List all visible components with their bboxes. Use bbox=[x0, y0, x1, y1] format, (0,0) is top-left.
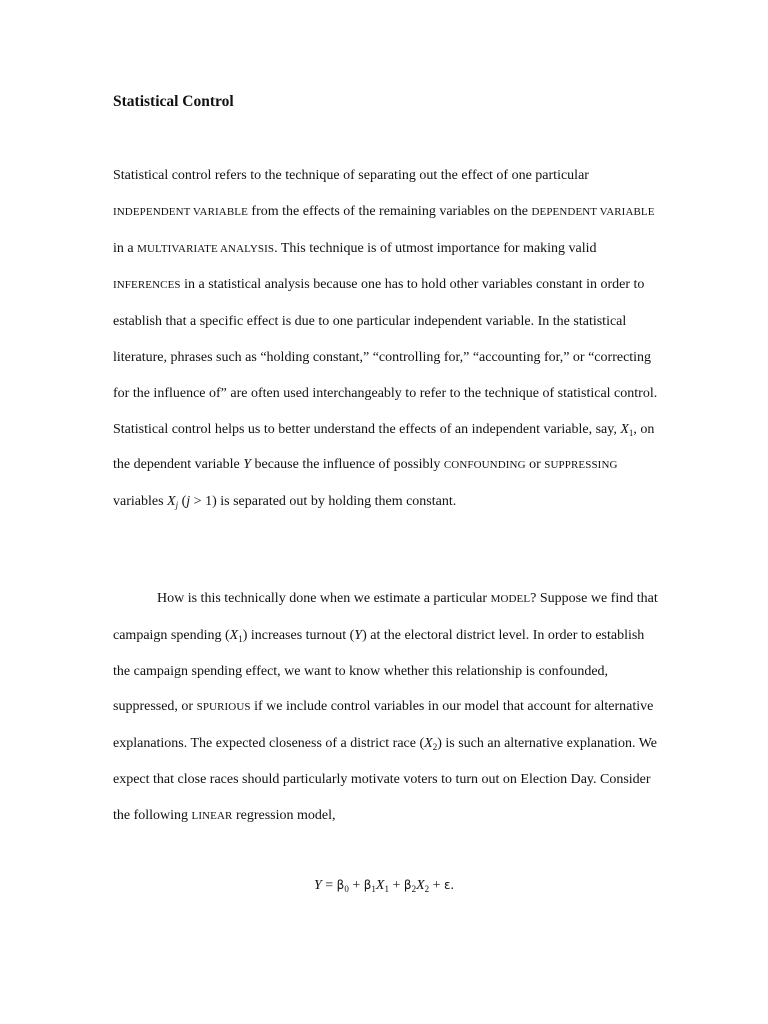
text-run: or bbox=[525, 457, 545, 473]
subscript: 1 bbox=[628, 427, 634, 438]
plus-sign: + bbox=[429, 878, 445, 893]
text-run: ) at the electoral district level. In order to establish the campaign spending effect, we want to know whether this relationship is confounded, suppressed, or bbox=[113, 627, 645, 715]
text-run: Statistical control refers to the technique of separating out the effect of one particular bbox=[113, 168, 589, 183]
epsilon-symbol: ε bbox=[444, 878, 451, 892]
plus-sign: + bbox=[348, 878, 364, 893]
term-independent-variable: INDEPENDENT VARIABLE bbox=[113, 205, 248, 218]
text-run: ) is such an alternative explanation. We expect that close races should particularly motivate voters to turn out on Election Day. Consider the following bbox=[113, 736, 658, 823]
variable-j: j bbox=[186, 494, 191, 510]
text-run: variables bbox=[113, 494, 168, 510]
text-run: ) increases turnout ( bbox=[242, 627, 355, 643]
text-run: because the influence of possibly bbox=[251, 457, 444, 473]
text-run: ( bbox=[178, 494, 187, 510]
term-suppressing: SUPPRESSING bbox=[544, 459, 618, 472]
beta-symbol: β bbox=[363, 878, 372, 892]
plus-sign: + bbox=[388, 878, 404, 893]
term-confounding: CONFOUNDING bbox=[443, 459, 526, 472]
regression-equation bbox=[0, 868, 768, 904]
subscript: 1 bbox=[371, 884, 376, 894]
text-run: from the effects of the remaining variables on the bbox=[247, 203, 532, 219]
subscript: 2 bbox=[432, 742, 438, 753]
beta-symbol: β bbox=[403, 878, 412, 892]
term-multivariate-analysis: MULTIVARIATE ANALYSIS bbox=[137, 242, 275, 255]
text-run: if we include control variables in our model that account for alternative explanations. The expected closeness of a district race ( bbox=[113, 699, 654, 752]
subscript: 2 bbox=[411, 884, 417, 894]
variable-y: Y bbox=[313, 878, 322, 893]
paragraph-2 bbox=[113, 581, 658, 835]
variable-y: Y bbox=[243, 457, 252, 473]
beta-symbol: β bbox=[336, 878, 345, 892]
variable-x: X bbox=[620, 421, 629, 437]
text-run: regression model, bbox=[232, 807, 336, 823]
variable-x: X bbox=[375, 878, 385, 893]
term-spurious: SPURIOUS bbox=[196, 701, 251, 714]
term-dependent-variable: DEPENDENT VARIABLE bbox=[531, 205, 655, 218]
text-run: > 1) is separated out by holding them constant. bbox=[190, 494, 457, 510]
subscript: 1 bbox=[384, 884, 389, 894]
variable-x: X bbox=[416, 878, 425, 893]
variable-x: X bbox=[424, 736, 433, 752]
paragraph-1 bbox=[113, 158, 658, 520]
subscript: j bbox=[175, 500, 179, 511]
variable-y: Y bbox=[354, 627, 363, 643]
subscript: 1 bbox=[238, 633, 243, 644]
period: . bbox=[450, 878, 455, 893]
subscript: 0 bbox=[344, 884, 349, 894]
subscript: 2 bbox=[424, 884, 430, 894]
term-inferences: INFERENCES bbox=[113, 279, 181, 292]
text-run: . This technique is of utmost importance for making valid bbox=[274, 240, 597, 256]
variable-x: X bbox=[167, 494, 176, 510]
text-run: ? Suppose we find that campaign spending ( bbox=[113, 591, 658, 643]
term-model: MODEL bbox=[490, 593, 531, 605]
equals-sign: = bbox=[321, 878, 337, 893]
document-title: Statistical Control bbox=[113, 93, 234, 110]
text-run: , on the dependent variable bbox=[113, 421, 655, 473]
variable-x: X bbox=[229, 627, 239, 643]
text-run: How is this technically done when we estimate a particular bbox=[157, 591, 491, 606]
text-run: in a statistical analysis because one has to hold other variables constant in order to establish that a specific effect is due to one particular independent variable. In the statistical literature, phrases such as “holding constant,” “controlling for,” “accounting for,” or “correcting for the influence of” are often used interchangeably to refer to the technique of statistical control. Statistical control helps us to better understand the effects of an independent variable, say, bbox=[113, 277, 658, 437]
term-linear: LINEAR bbox=[191, 809, 233, 822]
text-run: in a bbox=[113, 240, 138, 256]
